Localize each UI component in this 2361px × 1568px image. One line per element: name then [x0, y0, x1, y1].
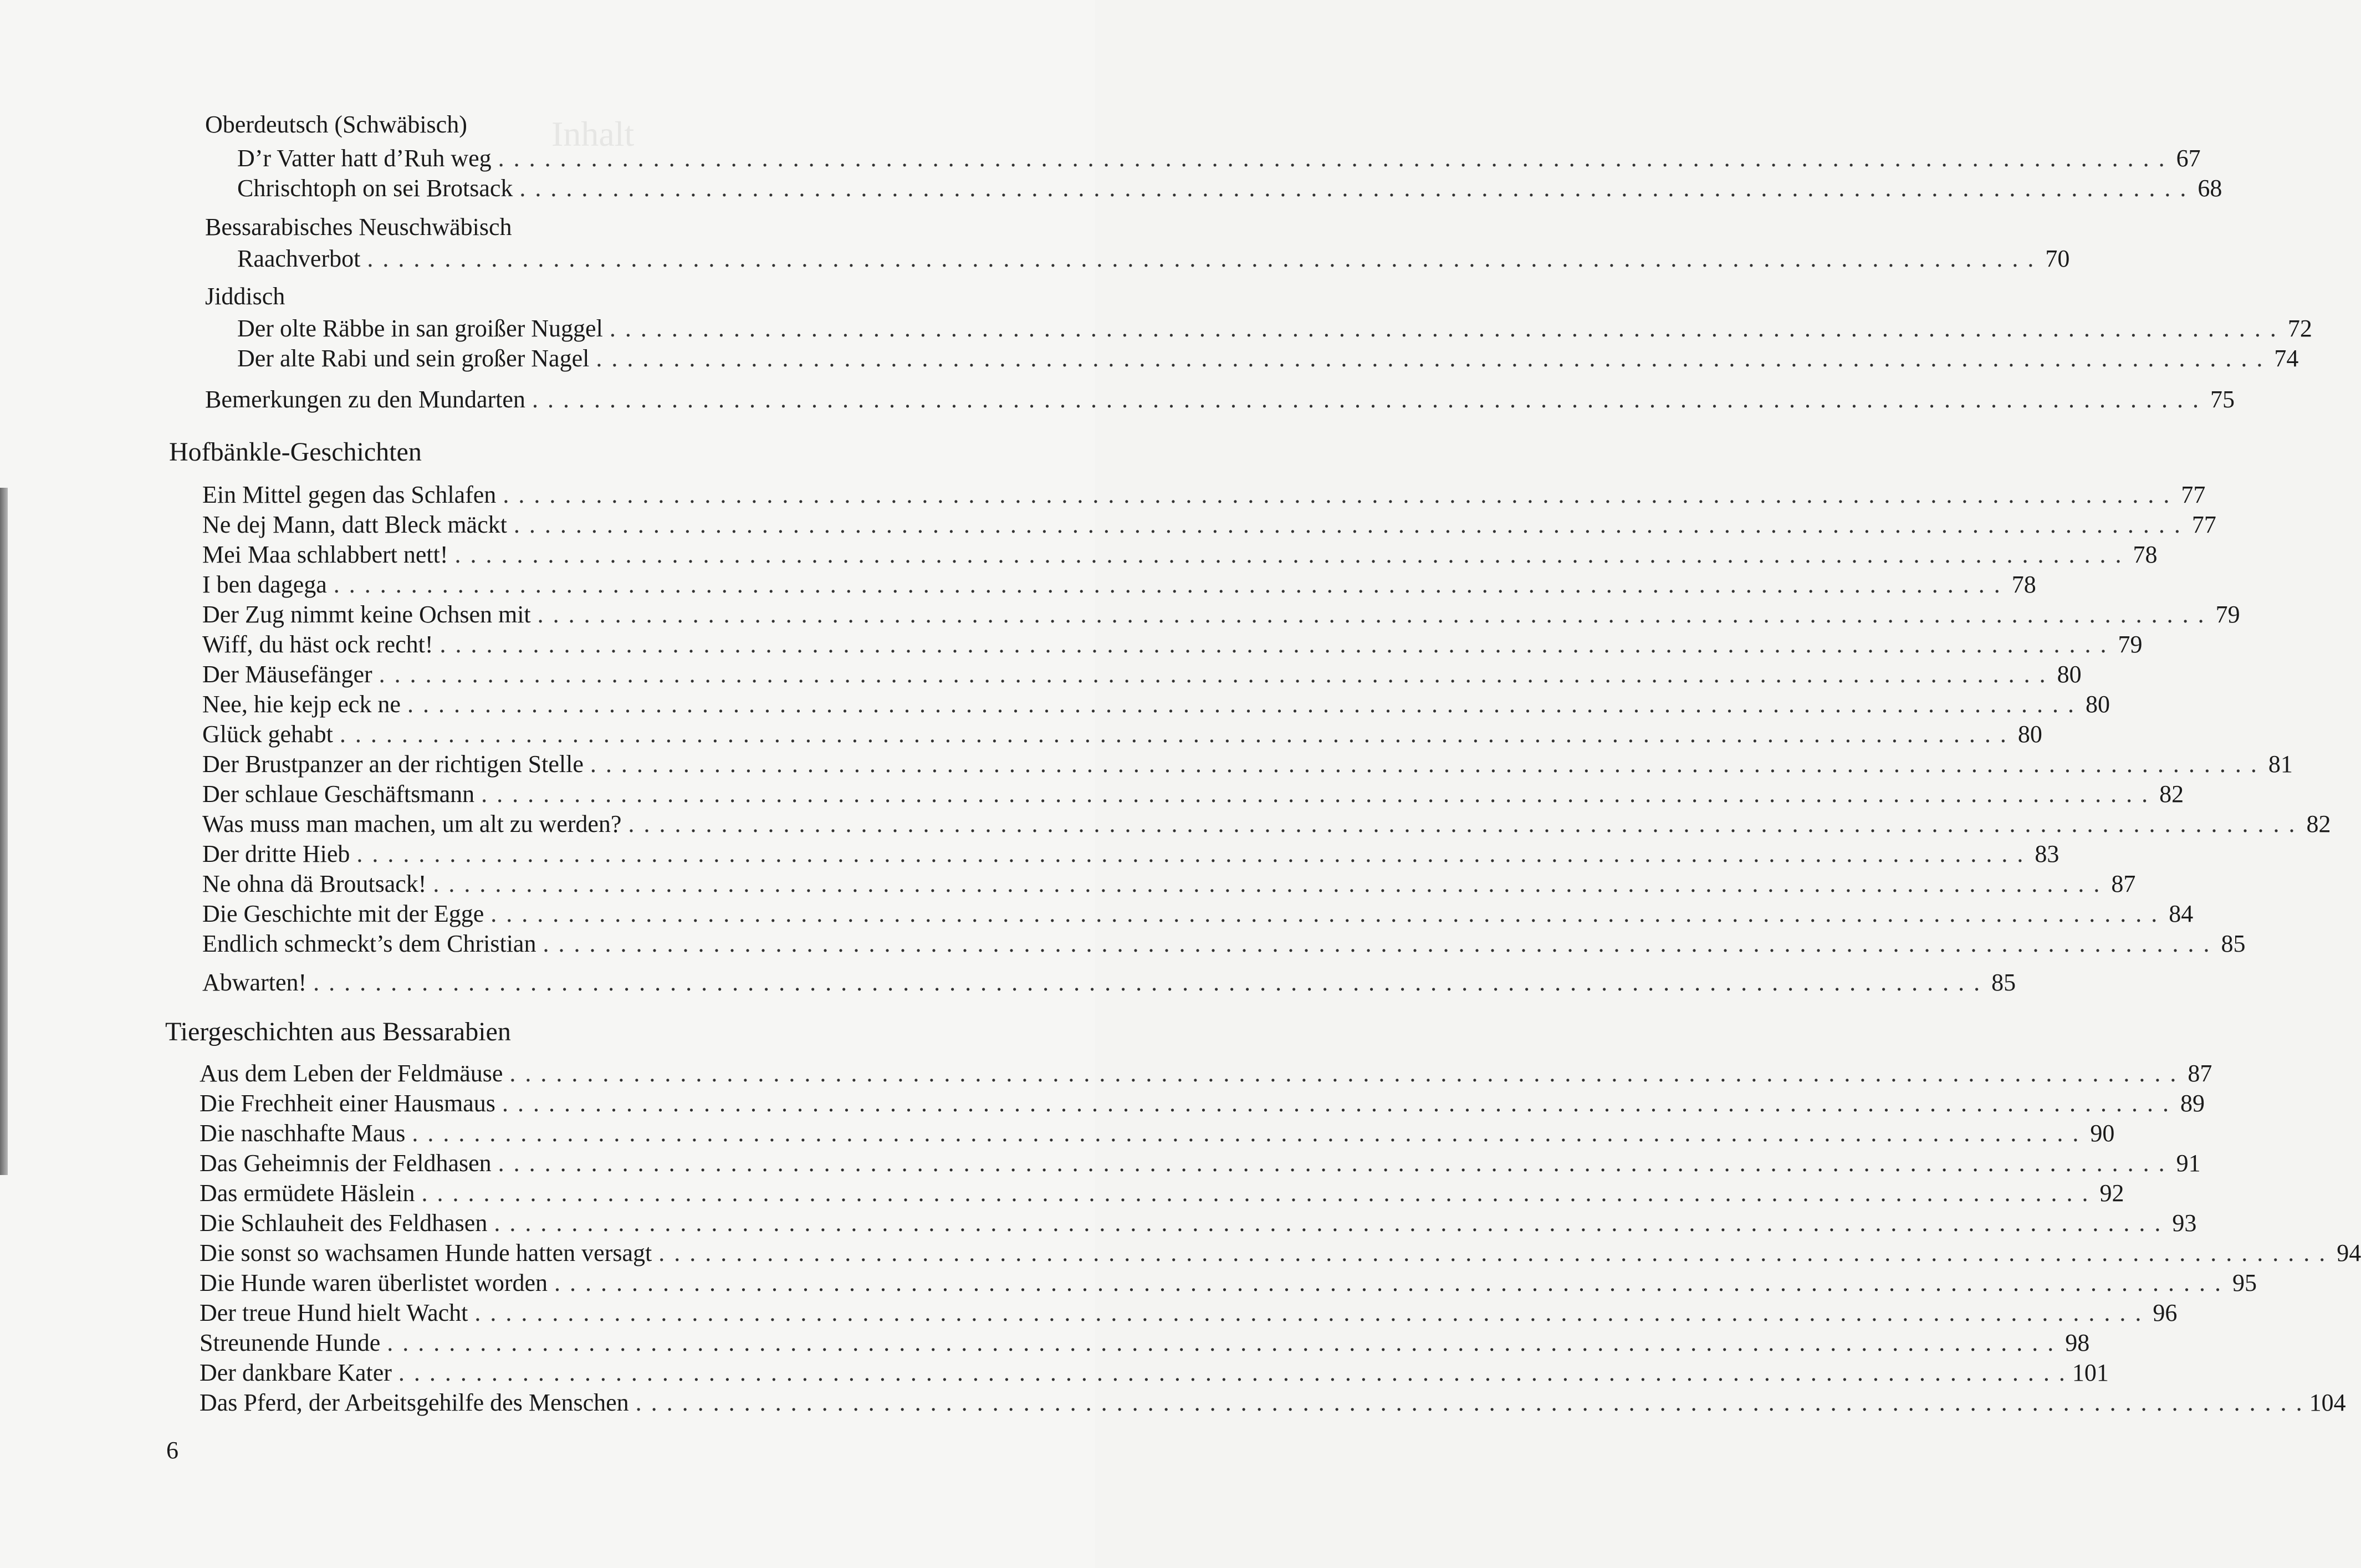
toc-entry[interactable]: [202, 510, 2216, 540]
leader-dots: . . . . . . . . . . . . . . . . . . . . . . . . . . . . . . . . . . . . . . . . . . . . . . . . . . . . . . . . . . . . . . . . . . . . . . . . . . . . . . . . . . . . . . . . . . . . . . . . . . . . . . . . . . . .: [537, 601, 2206, 628]
entry-title: Die Frechheit einer Hausmaus: [200, 1090, 495, 1117]
subsection-heading: Bessarabisches Neuschwäbisch: [205, 213, 512, 241]
toc-entry[interactable]: [202, 630, 2143, 660]
leader-dots: . . . . . . . . . . . . . . . . . . . . . . . . . . . . . . . . . . . . . . . . . . . . . . . . . . . . . . . . . . . . . . . . . . . . . . . . . . . . . . . . . . . . . . . . . . . . . . . . . . . . . . . . . . . .: [367, 245, 2036, 272]
entry-title: Der olte Räbbe in san groißer Nuggel: [237, 315, 603, 342]
entry-page: 89: [2180, 1090, 2205, 1117]
entry-title: Die sonst so wachsamen Hunde hatten versagt: [200, 1239, 652, 1266]
toc-entry[interactable]: [237, 244, 2070, 274]
entry-page: 79: [2215, 601, 2240, 628]
toc-entry[interactable]: [202, 600, 2240, 630]
entry-title: Mei Maa schlabbert nett!: [202, 541, 448, 568]
leader-dots: . . . . . . . . . . . . . . . . . . . . . . . . . . . . . . . . . . . . . . . . . . . . . . . . . . . . . . . . . . . . . . . . . . . . . . . . . . . . . . . . . . . . . . . . . . . . . . . . . . . . . . . . . . . .: [519, 175, 2188, 202]
entry-title: D’r Vatter hatt d’Ruh weg: [237, 145, 492, 172]
entry-page: 101: [2072, 1359, 2109, 1386]
entry-page: 78: [2011, 571, 2036, 598]
entry-title: Der dankbare Kater: [200, 1359, 392, 1386]
entry-page: 67: [2176, 145, 2201, 172]
entry-title: I ben dagega: [202, 571, 327, 598]
entry-page: 94: [2337, 1239, 2361, 1266]
leader-dots: . . . . . . . . . . . . . . . . . . . . . . . . . . . . . . . . . . . . . . . . . . . . . . . . . . . . . . . . . . . . . . . . . . . . . . . . . . . . . . . . . . . . . . . . . . . . . . . . . . . . . . . . . . . .: [502, 1090, 2170, 1117]
entry-page: 85: [2221, 930, 2246, 957]
toc-entry[interactable]: [200, 1238, 2361, 1268]
entry-title: Aus dem Leben der Feldmäuse: [200, 1060, 503, 1087]
leader-dots: . . . . . . . . . . . . . . . . . . . . . . . . . . . . . . . . . . . . . . . . . . . . . . . . . . . . . . . . . . . . . . . . . . . . . . . . . . . . . . . . . . . . . . . . . . . . . . . . . . . . . . . . . . . .: [596, 345, 2265, 372]
entry-title: Die Hunde waren überlistet worden: [200, 1269, 548, 1296]
entry-title: Der alte Rabi und sein großer Nagel: [237, 345, 590, 372]
leader-dots: . . . . . . . . . . . . . . . . . . . . . . . . . . . . . . . . . . . . . . . . . . . . . . . . . . . . . . . . . . . . . . . . . . . . . . . . . . . . . . . . . . . . . . . . . . . . . . . . . . . . . . . . . . . .: [412, 1120, 2081, 1147]
leader-dots: . . . . . . . . . . . . . . . . . . . . . . . . . . . . . . . . . . . . . . . . . . . . . . . . . . . . . . . . . . . . . . . . . . . . . . . . . . . . . . . . . . . . . . . . . . . . . . . . . . . . . . . . . . . .: [658, 1239, 2327, 1266]
entry-page: 75: [2210, 386, 2235, 413]
entry-page: 96: [2153, 1299, 2178, 1326]
entry-page: 77: [2191, 511, 2216, 538]
entry-page: 79: [2118, 631, 2143, 658]
entry-title: Raachverbot: [237, 245, 361, 272]
toc-entry[interactable]: [200, 1388, 2346, 1418]
toc-entry[interactable]: [202, 968, 2016, 998]
entry-page: 72: [2287, 315, 2312, 342]
entry-page: 78: [2133, 541, 2158, 568]
leader-dots: . . . . . . . . . . . . . . . . . . . . . . . . . . . . . . . . . . . . . . . . . . . . . . . . . . . . . . . . . . . . . . . . . . . . . . . . . . . . . . . . . . . . . . . . . . . . . . . . . . . . . . . . . . . .: [513, 511, 2182, 538]
leader-dots: . . . . . . . . . . . . . . . . . . . . . . . . . . . . . . . . . . . . . . . . . . . . . . . . . . . . . . . . . . . . . . . . . . . . . . . . . . . . . . . . . . . . . . . . . . . . . . . . . . . . . . . . . . . .: [490, 900, 2159, 927]
entry-page: 80: [2057, 661, 2082, 688]
entry-title: Der treue Hund hielt Wacht: [200, 1299, 468, 1326]
entry-page: 104: [2309, 1389, 2346, 1416]
entry-title: Das Geheimnis der Feldhasen: [200, 1150, 492, 1177]
toc-entry[interactable]: [200, 1208, 2197, 1238]
leader-dots: . . . . . . . . . . . . . . . . . . . . . . . . . . . . . . . . . . . . . . . . . . . . . . . . . . . . . . . . . . . . . . . . . . . . . . . . . . . . . . . . . . . . . . . . . . . . . . . . . . . . . . . . . . . .: [532, 386, 2200, 413]
toc-entry[interactable]: [202, 899, 2194, 929]
entry-title: Die naschhafte Maus: [200, 1120, 406, 1147]
entry-title: Wiff, du häst ock recht!: [202, 631, 433, 658]
leader-dots: . . . . . . . . . . . . . . . . . . . . . . . . . . . . . . . . . . . . . . . . . . . . . . . . . . . . . . . . . . . . . . . . . . . . . . . . . . . . . . . . . . . . . . . . . . . . . . . . . . . . . . . . . . . .: [498, 1150, 2166, 1177]
entry-page: 83: [2035, 840, 2060, 867]
toc-entry[interactable]: [202, 540, 2158, 570]
entry-title: Glück gehabt: [202, 721, 333, 748]
leader-dots: . . . . . . . . . . . . . . . . . . . . . . . . . . . . . . . . . . . . . . . . . . . . . . . . . . . . . . . . . . . . . . . . . . . . . . . . . . . . . . . . . . . . . . . . . . . . . . . . . . . . . . . . . . . .: [379, 661, 2047, 688]
leader-dots: . . . . . . . . . . . . . . . . . . . . . . . . . . . . . . . . . . . . . . . . . . . . . . . . . . . . . . . . . . . . . . . . . . . . . . . . . . . . . . . . . . . . . . . . . . . . . . . . . . . . . . . . . . . .: [635, 1389, 2304, 1416]
entry-page: 82: [2306, 810, 2331, 837]
toc-entry[interactable]: [202, 929, 2246, 959]
entry-page: 77: [2181, 481, 2206, 508]
toc-entry[interactable]: [237, 344, 2299, 374]
entry-title: Der dritte Hieb: [202, 840, 350, 867]
leader-dots: . . . . . . . . . . . . . . . . . . . . . . . . . . . . . . . . . . . . . . . . . . . . . . . . . . . . . . . . . . . . . . . . . . . . . . . . . . . . . . . . . . . . . . . . . . . . . . . . . . . . . . . . . . . .: [481, 780, 2150, 808]
toc-entry[interactable]: [202, 570, 2036, 600]
leader-dots: . . . . . . . . . . . . . . . . . . . . . . . . . . . . . . . . . . . . . . . . . . . . . . . . . . . . . . . . . . . . . . . . . . . . . . . . . . . . . . . . . . . . . . . . . . . . . . . . . . . . . . . . . . . .: [433, 870, 2102, 897]
leader-dots: . . . . . . . . . . . . . . . . . . . . . . . . . . . . . . . . . . . . . . . . . . . . . . . . . . . . . . . . . . . . . . . . . . . . . . . . . . . . . . . . . . . . . . . . . . . . . . . . . . . . . . . . . . . .: [454, 541, 2123, 568]
page-edge-shadow: [0, 488, 8, 1175]
entry-title: Nee, hie kejp eck ne: [202, 691, 401, 718]
leader-dots: . . . . . . . . . . . . . . . . . . . . . . . . . . . . . . . . . . . . . . . . . . . . . . . . . . . . . . . . . . . . . . . . . . . . . . . . . . . . . . . . . . . . . . . . . . . . . . . . . . . . . . . . . . . .: [554, 1269, 2223, 1296]
entry-page: 70: [2045, 245, 2070, 272]
entry-title: Der Zug nimmt keine Ochsen mit: [202, 601, 531, 628]
page-number: 6: [166, 1437, 178, 1464]
leader-dots: . . . . . . . . . . . . . . . . . . . . . . . . . . . . . . . . . . . . . . . . . . . . . . . . . . . . . . . . . . . . . . . . . . . . . . . . . . . . . . . . . . . . . . . . . . . . . . . . . . . . . . . . . . . .: [387, 1329, 2056, 1356]
leader-dots: . . . . . . . . . . . . . . . . . . . . . . . . . . . . . . . . . . . . . . . . . . . . . . . . . . . . . . . . . . . . . . . . . . . . . . . . . . . . . . . . . . . . . . . . . . . . . . . . . . . . . . . . . . . .: [474, 1299, 2143, 1326]
entry-page: 84: [2169, 900, 2194, 927]
leader-dots: . . . . . . . . . . . . . . . . . . . . . . . . . . . . . . . . . . . . . . . . . . . . . . . . . . . . . . . . . . . . . . . . . . . . . . . . . . . . . . . . . . . . . . . . . . . . . . . . . . . . . . . . . . . .: [494, 1209, 2163, 1237]
toc-entry[interactable]: [237, 314, 2312, 344]
entry-title: Abwarten!: [202, 969, 307, 996]
toc-entry[interactable]: [200, 1178, 2124, 1208]
leader-dots: . . . . . . . . . . . . . . . . . . . . . . . . . . . . . . . . . . . . . . . . . . . . . . . . . . . . . . . . . . . . . . . . . . . . . . . . . . . . . . . . . . . . . . . . . . . . . . . . . . . . . . . . . . . .: [313, 969, 1982, 996]
entry-title: Die Schlauheit des Feldhasen: [200, 1209, 488, 1237]
leader-dots: . . . . . . . . . . . . . . . . . . . . . . . . . . . . . . . . . . . . . . . . . . . . . . . . . . . . . . . . . . . . . . . . . . . . . . . . . . . . . . . . . . . . . . . . . . . . . . . . . . . . . . . . . . . .: [407, 691, 2076, 718]
entry-title: Ne dej Mann, datt Bleck mäckt: [202, 511, 507, 538]
section-heading: Tiergeschichten aus Bessarabien: [165, 1017, 511, 1046]
entry-page: 91: [2176, 1150, 2201, 1177]
entry-title: Der schlaue Geschäftsmann: [202, 780, 475, 808]
toc-entry[interactable]: [202, 719, 2042, 749]
entry-page: 80: [2085, 691, 2110, 718]
toc-entry[interactable]: [200, 1089, 2205, 1118]
leader-dots: . . . . . . . . . . . . . . . . . . . . . . . . . . . . . . . . . . . . . . . . . . . . . . . . . . . . . . . . . . . . . . . . . . . . . . . . . . . . . . . . . . . . . . . . . . . . . . . . . . . . . . . . . . . .: [509, 1060, 2178, 1087]
leader-dots: . . . . . . . . . . . . . . . . . . . . . . . . . . . . . . . . . . . . . . . . . . . . . . . . . . . . . . . . . . . . . . . . . . . . . . . . . . . . . . . . . . . . . . . . . . . . . . . . . . . . . . . . . . . .: [356, 840, 2025, 867]
toc-entry[interactable]: [200, 1059, 2212, 1089]
toc-entry[interactable]: [200, 1358, 2109, 1388]
leader-dots: . . . . . . . . . . . . . . . . . . . . . . . . . . . . . . . . . . . . . . . . . . . . . . . . . . . . . . . . . . . . . . . . . . . . . . . . . . . . . . . . . . . . . . . . . . . . . . . . . . . . . . . . . . . .: [333, 571, 2002, 598]
entry-page: 80: [2017, 721, 2042, 748]
entry-page: 93: [2172, 1209, 2197, 1237]
entry-title: Das ermüdete Häslein: [200, 1179, 415, 1207]
toc-entry[interactable]: [200, 1268, 2257, 1298]
entry-title: Der Mäusefänger: [202, 661, 372, 688]
leader-dots: . . . . . . . . . . . . . . . . . . . . . . . . . . . . . . . . . . . . . . . . . . . . . . . . . . . . . . . . . . . . . . . . . . . . . . . . . . . . . . . . . . . . . . . . . . . . . . . . . . . . . . . . . . . .: [628, 810, 2297, 837]
entry-page: 87: [2188, 1060, 2212, 1087]
entry-title: Ne ohna dä Broutsack!: [202, 870, 427, 897]
toc-entry[interactable]: [202, 869, 2136, 899]
entry-page: 98: [2065, 1329, 2090, 1356]
leader-dots: . . . . . . . . . . . . . . . . . . . . . . . . . . . . . . . . . . . . . . . . . . . . . . . . . . . . . . . . . . . . . . . . . . . . . . . . . . . . . . . . . . . . . . . . . . . . . . . . . . . . . . . . . . . .: [421, 1179, 2090, 1207]
entry-title: Chrischtoph on sei Brotsack: [237, 175, 513, 202]
subsection-heading: Jiddisch: [205, 283, 285, 310]
show-through-text: Inhalt: [551, 114, 635, 154]
entry-page: 82: [2159, 780, 2184, 808]
entry-title: Ein Mittel gegen das Schlafen: [202, 481, 497, 508]
toc-entry[interactable]: [200, 1148, 2201, 1178]
entry-title: Bemerkungen zu den Mundarten: [205, 386, 525, 413]
leader-dots: . . . . . . . . . . . . . . . . . . . . . . . . . . . . . . . . . . . . . . . . . . . . . . . . . . . . . . . . . . . . . . . . . . . . . . . . . . . . . . . . . . . . . . . . . . . . . . . . . . . . . . . . . . . .: [398, 1359, 2067, 1386]
leader-dots: . . . . . . . . . . . . . . . . . . . . . . . . . . . . . . . . . . . . . . . . . . . . . . . . . . . . . . . . . . . . . . . . . . . . . . . . . . . . . . . . . . . . . . . . . . . . . . . . . . . . . . . . . . . .: [498, 145, 2166, 172]
toc-entry[interactable]: [202, 480, 2206, 510]
entry-page: 90: [2090, 1120, 2115, 1147]
subsection-heading: Oberdeutsch (Schwäbisch): [205, 111, 467, 138]
leader-dots: . . . . . . . . . . . . . . . . . . . . . . . . . . . . . . . . . . . . . . . . . . . . . . . . . . . . . . . . . . . . . . . . . . . . . . . . . . . . . . . . . . . . . . . . . . . . . . . . . . . . . . . . . . . .: [440, 631, 2108, 658]
section-heading: Hofbänkle-Geschichten: [169, 437, 422, 467]
entry-title: Endlich schmeckt’s dem Christian: [202, 930, 536, 957]
toc-entry[interactable]: [202, 689, 2110, 719]
toc-entry[interactable]: [205, 385, 2235, 415]
entry-page: 95: [2232, 1269, 2257, 1296]
entry-page: 87: [2111, 870, 2136, 897]
entry-title: Streunende Hunde: [200, 1329, 381, 1356]
leader-dots: . . . . . . . . . . . . . . . . . . . . . . . . . . . . . . . . . . . . . . . . . . . . . . . . . . . . . . . . . . . . . . . . . . . . . . . . . . . . . . . . . . . . . . . . . . . . . . . . . . . . . . . . . . . .: [590, 750, 2258, 778]
toc-entry[interactable]: [200, 1298, 2178, 1328]
leader-dots: . . . . . . . . . . . . . . . . . . . . . . . . . . . . . . . . . . . . . . . . . . . . . . . . . . . . . . . . . . . . . . . . . . . . . . . . . . . . . . . . . . . . . . . . . . . . . . . . . . . . . . . . . . . .: [503, 481, 2171, 508]
entry-page: 92: [2099, 1179, 2124, 1207]
entry-page: 68: [2198, 175, 2222, 202]
toc-entry[interactable]: [202, 749, 2293, 779]
toc-entry[interactable]: [202, 779, 2184, 809]
toc-entry[interactable]: [237, 173, 2222, 203]
entry-title: Die Geschichte mit der Egge: [202, 900, 484, 927]
entry-title: Der Brustpanzer an der richtigen Stelle: [202, 750, 584, 778]
entry-page: 74: [2274, 345, 2299, 372]
leader-dots: . . . . . . . . . . . . . . . . . . . . . . . . . . . . . . . . . . . . . . . . . . . . . . . . . . . . . . . . . . . . . . . . . . . . . . . . . . . . . . . . . . . . . . . . . . . . . . . . . . . . . . . . . . . .: [339, 721, 2008, 748]
entry-page: 81: [2268, 750, 2293, 778]
toc-entry[interactable]: [202, 660, 2082, 689]
toc-entry[interactable]: [202, 839, 2060, 869]
entry-title: Das Pferd, der Arbeitsgehilfe des Menschen: [200, 1389, 629, 1416]
toc-entry[interactable]: [202, 809, 2331, 839]
leader-dots: . . . . . . . . . . . . . . . . . . . . . . . . . . . . . . . . . . . . . . . . . . . . . . . . . . . . . . . . . . . . . . . . . . . . . . . . . . . . . . . . . . . . . . . . . . . . . . . . . . . . . . . . . . . .: [609, 315, 2278, 342]
toc-entry[interactable]: [200, 1118, 2115, 1148]
toc-entry[interactable]: [200, 1328, 2090, 1358]
toc-entry[interactable]: [237, 144, 2201, 173]
entry-title: Was muss man machen, um alt zu werden?: [202, 810, 622, 837]
leader-dots: . . . . . . . . . . . . . . . . . . . . . . . . . . . . . . . . . . . . . . . . . . . . . . . . . . . . . . . . . . . . . . . . . . . . . . . . . . . . . . . . . . . . . . . . . . . . . . . . . . . . . . . . . . . .: [543, 930, 2211, 957]
entry-page: 85: [1991, 969, 2016, 996]
